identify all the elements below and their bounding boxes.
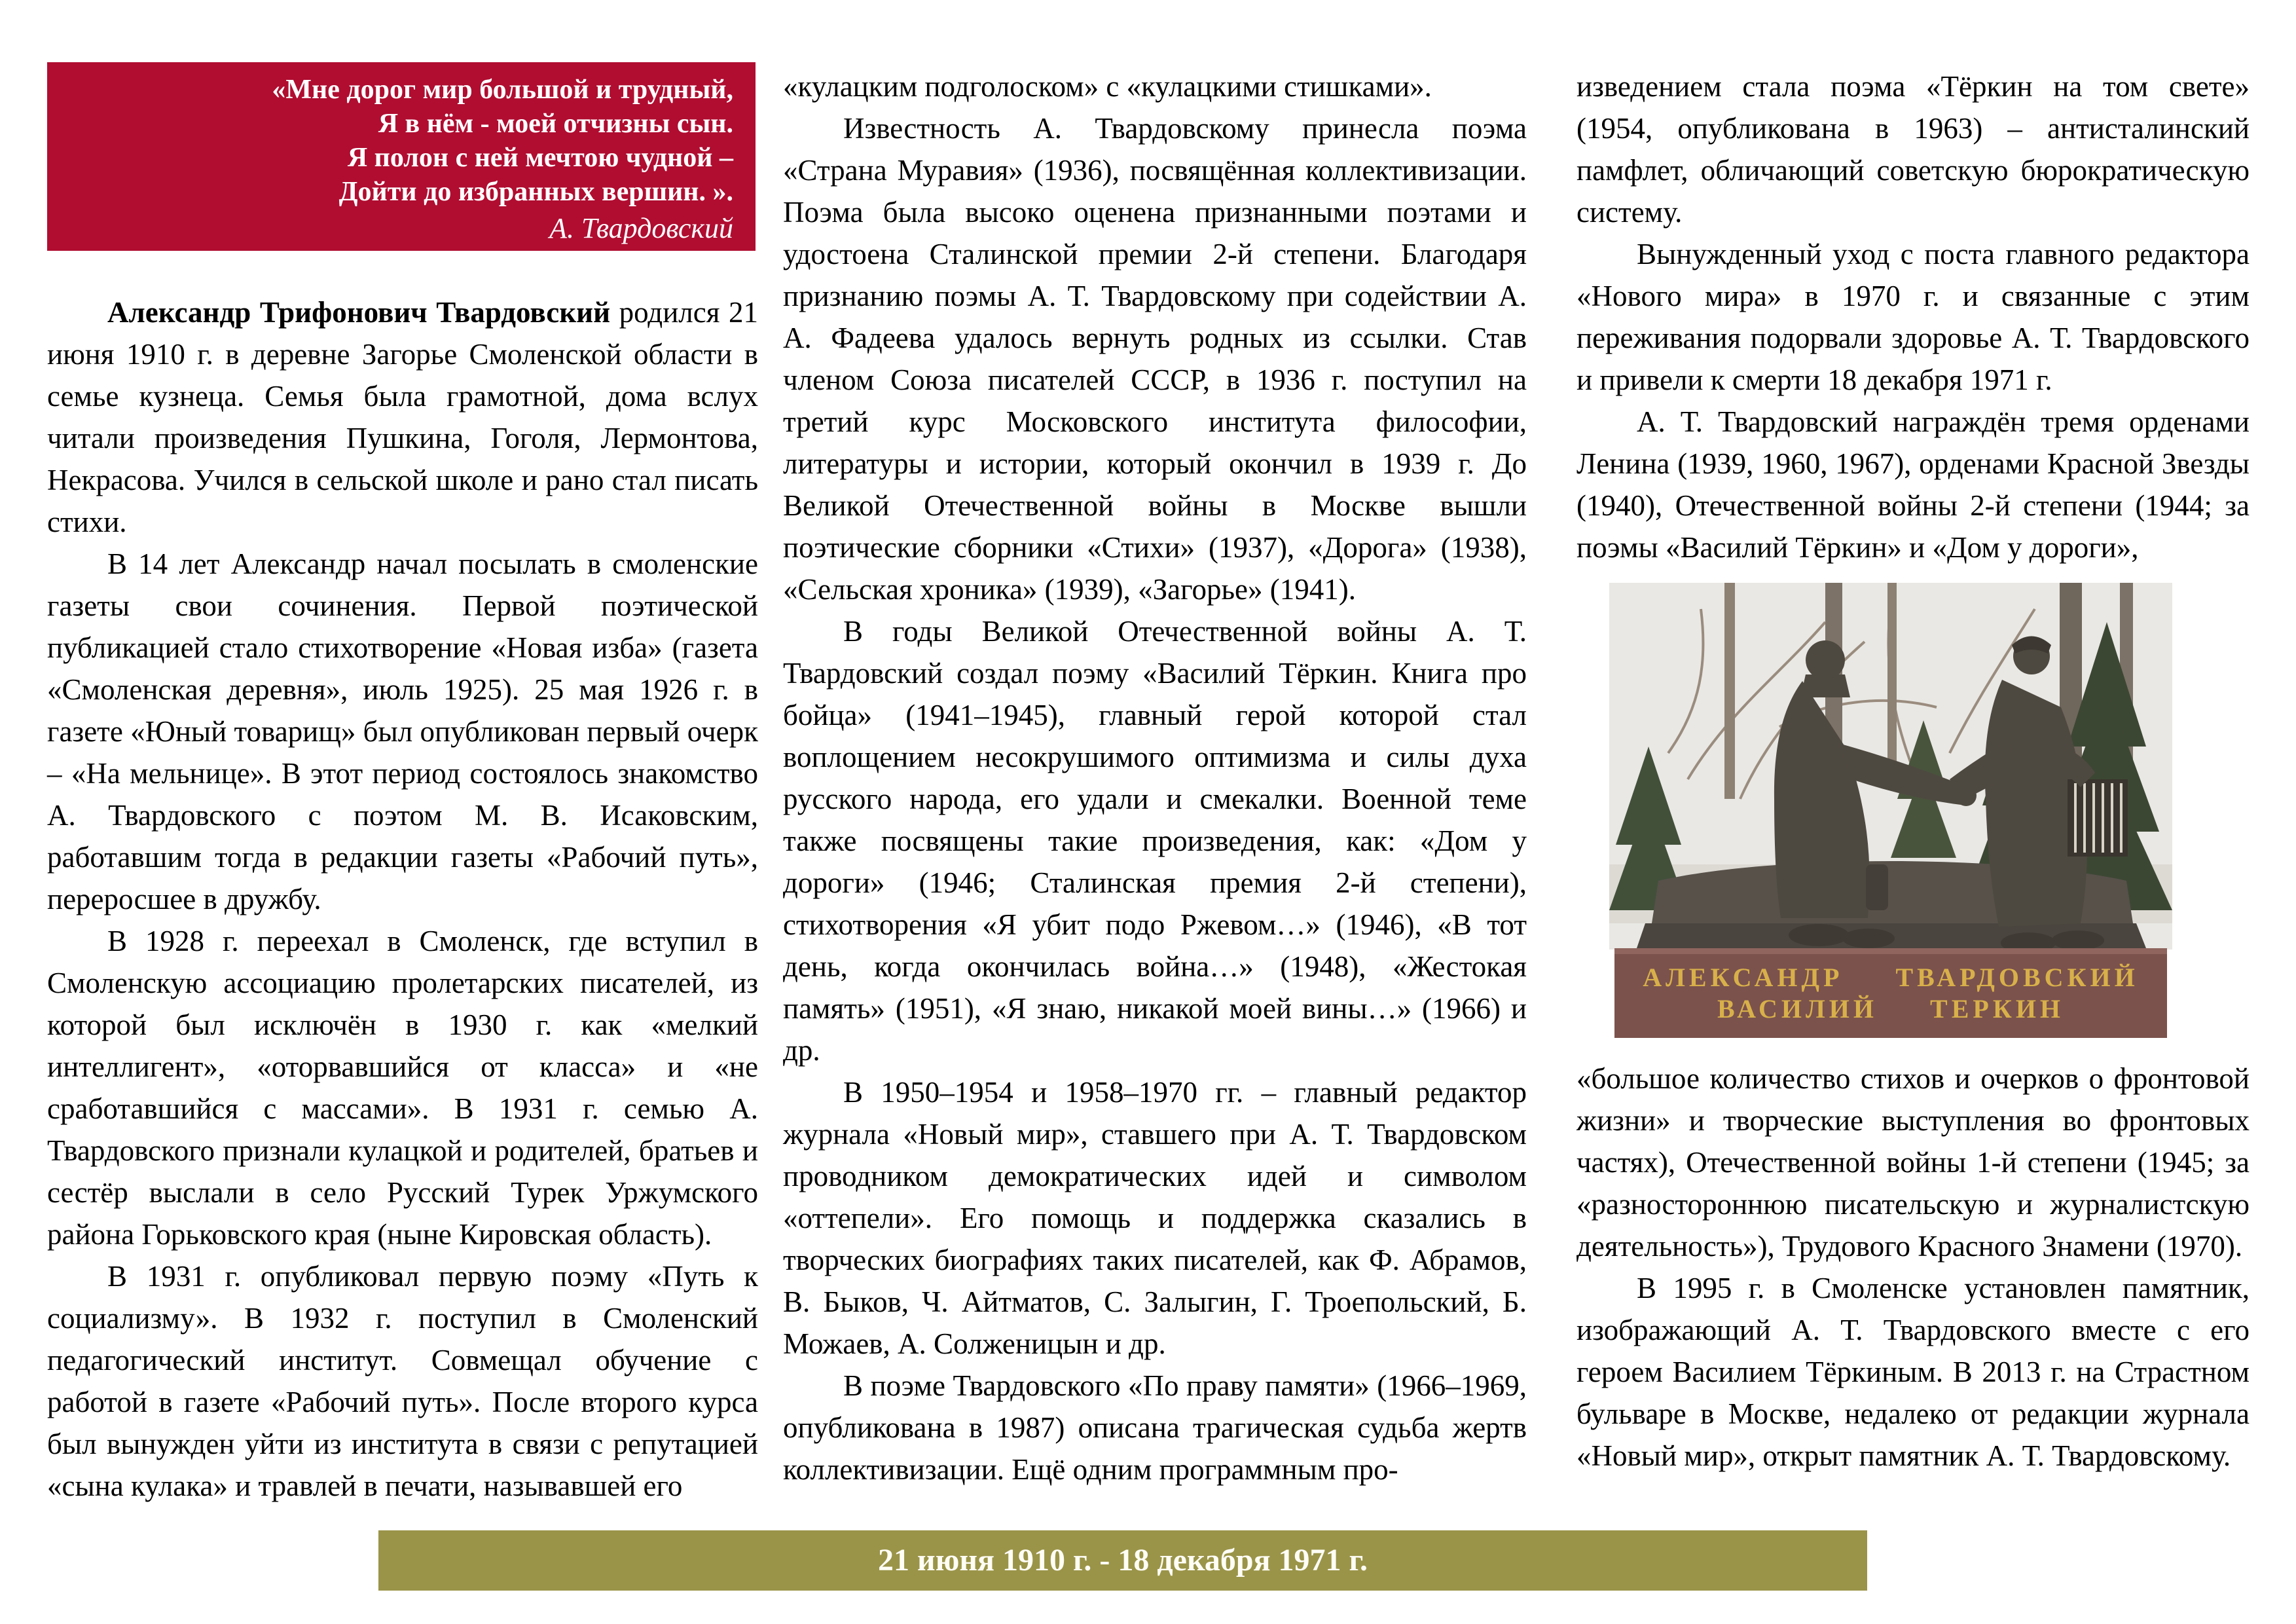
paragraph: изведением стала поэма «Тёркин на том свете» (1954, опубликована в 1963) – антисталинский памфлет, обличающий советскую бюрократическую систему. (1576, 70, 2250, 229)
paragraph: В 1931 г. опубликовал первую поэму «Путь к социализму». В 1932 г. поступил в Смоленский педагогический институт. Совмещал обучение с работой в газете «Рабочий путь». После второго курса был вынужден уйти из института в связи с репутацией «сына кулака» и травлей в печати, называвшей его (47, 1260, 758, 1502)
subject-name: Александр Трифонович Твардовский (107, 296, 611, 329)
paragraph: В годы Великой Отечественной войны А. Т. Твардовский создал поэму «Василий Тёркин. Книга про бойца» (1941–1945), главный герой которой стал воплощением несокрушимого оптимизма и силы духа русского народа, его удали и смекалки. Военной теме также посвящены такие произведения, как: «Дом у дороги» (1946; Сталинская премия 2-й степени), стихотворения «Я убит подо Ржевом…» (1946), «В тот день, когда окончилась война…» (1948), «Жестокая память» (1951), «Я знаю, никакой моей вины…» (1966) и др. (783, 615, 1527, 1067)
quote-line: Я полон с ней мечтою чудной – (347, 143, 733, 173)
quote-signature: А. Твардовский (549, 212, 733, 244)
paragraph (47, 291, 758, 543)
pedestal-bevel (1614, 948, 2167, 954)
monument-photo (1609, 583, 2172, 1038)
quote-box (47, 62, 756, 251)
column-1 (47, 291, 758, 1507)
paragraph: Известность А. Твардовскому принесла поэма «Страна Муравия» (1936), посвящённая коллективизации. Поэма была высоко оценена признанными поэтами и удостоена Сталинской премии 2-й степени. Благодаря признанию поэмы А. Т. Твардовскому при содействии А. А. Фадеева удалось вернуть родных из ссылки. Став членом Союза писателей СССР, в 1936 г. поступил на третий курс Московского института философии, литературы и истории, который окончил в 1939 г. До Великой Отечественной войны в Москве вышли поэтические сборники «Стихи» (1937), «Дорога» (1938), «Сельская хроника» (1939), «Загорье» (1941). (783, 112, 1527, 606)
paragraph: В поэме Твардовского «По праву памяти» (1966–1969, опубликована в 1987) описана трагическая судьба жертв коллективизации. Ещё одним программным про- (783, 1369, 1527, 1486)
pedestal-caption-line1: АЛЕКСАНДР ТВАРДОВСКИЙ (1643, 963, 2139, 992)
paragraph: «кулацким подголоском» с «кулацкими стишками». (783, 70, 1432, 103)
paragraph: Вынужденный уход с поста главного редактора «Нового мира» в 1970 г. и связанные с этим переживания подорвали здоровье А. Т. Твардовского и привели к смерти 18 декабря 1971 г. (1576, 238, 2250, 396)
column-3 (1576, 65, 2250, 1477)
pedestal (1614, 948, 2167, 1038)
pedestal-caption-line2: ВАСИЛИЙ ТЕРКИН (1717, 994, 2065, 1024)
quote-line: Дойти до избранных вершин. ». (338, 177, 733, 207)
paragraph: «большое количество стихов и очерков о фронтовой жизни» и творческие выступления во фронтовых частях), Отечественной войны 1-й степени (1945; за «разностороннюю писательскую и журналистскую деятельность»), Трудового Красного Знамени (1970). (1576, 1062, 2250, 1263)
paragraph: В 1995 г. в Смоленске установлен памятник, изображающий А. Т. Твардовского вместе с его героем Василием Тёркиным. В 2013 г. на Страстном бульваре в Москве, недалеко от редакции журнала «Новый мир», открыт памятник А. Т. Твардовскому. (1576, 1272, 2250, 1472)
paragraph-text: родился 21 июня 1910 г. в деревне Загорье Смоленской области в семье кузнеца. Семья была грамотной, дома вслух читали произведения Пушкина, Гоголя, Лермонтова, Некрасова. Учился в сельской школе и рано стал писать стихи. (47, 296, 758, 538)
paragraph: В 1950–1954 и 1958–1970 гг. – главный редактор журнала «Новый мир», ставшего при А. Т. Твардовском проводником демократических идей и символом «оттепели». Его помощь и поддержка сказались в творческих биографиях таких писателей, как Ф. Абрамов, В. Быков, Ч. Айтматов, С. Залыгин, Г. Троепольский, Б. Можаев, А. Солженицын и др. (783, 1076, 1527, 1360)
paragraph: В 14 лет Александр начал посылать в смоленские газеты свои сочинения. Первой поэтической публикацией стало стихотворение «Новая изба» (газета «Смоленская деревня», июль 1925). 25 мая 1926 г. в газете «Юный товарищ» был опубликован первый очерк – «На мельнице». В этот период состоялось знакомство А. Твардовского с поэтом М. В. Исаковским, работавшим тогда в редакции газеты «Рабочий путь», переросшее в дружбу. (47, 547, 758, 915)
footer-date-bar (378, 1530, 1867, 1591)
quote-line: Я в нём - моей отчизны сын. (378, 109, 733, 139)
paragraph: А. Т. Твардовский награждён тремя орденами Ленина (1939, 1960, 1967), орденами Красной Звезды (1940), Отечественной войны 2-й степени (1944; за поэмы «Василий Тёркин» и «Дом у дороги», (1576, 405, 2250, 564)
quote-line: «Мне дорог мир большой и трудный, (272, 75, 733, 105)
column-2 (783, 65, 1527, 1490)
life-dates: 21 июня 1910 г. - 18 декабря 1971 г. (878, 1543, 1368, 1578)
paragraph: В 1928 г. переехал в Смоленск, где вступил в Смоленскую ассоциацию пролетарских писателей, из которой был исключён в 1930 г. как «мелкий интеллигент», «оторвавшийся от класса» и «не сработавшийся с массами». В 1931 г. семью А. Твардовского признали кулацкой и родителей, братьев и сестёр выслали в село Русский Турек Уржумского района Горьковского края (ныне Кировская область). (47, 925, 758, 1251)
